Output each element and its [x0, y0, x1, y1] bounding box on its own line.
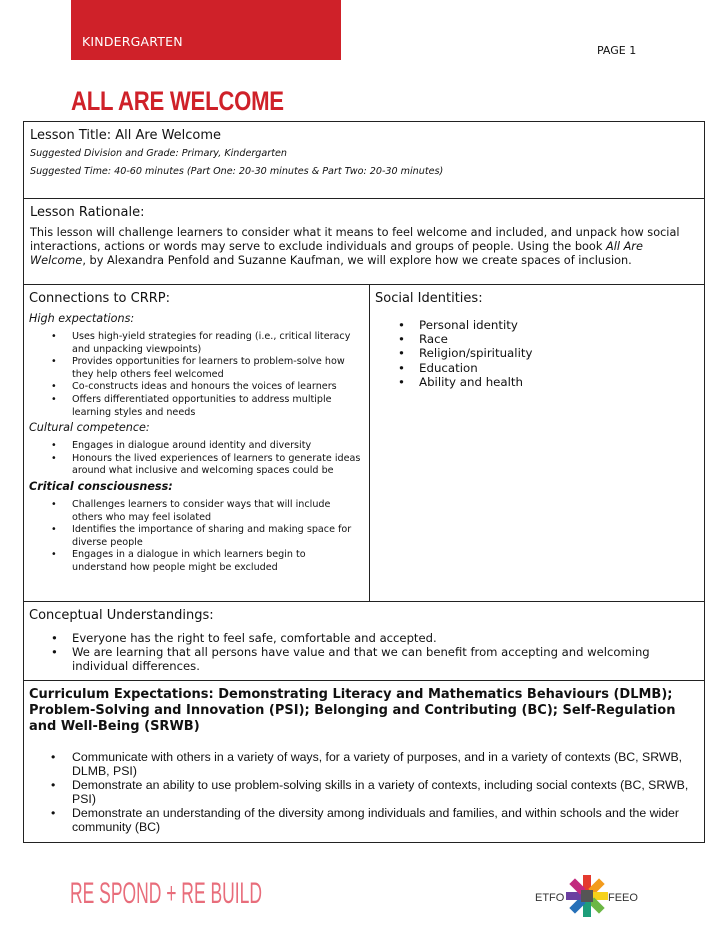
list-item: • Provides opportunities for learners to problem-solve how they help others feel welcomed	[72, 356, 363, 381]
list-item: • We are learning that all persons have value and that we can benefit from accepting and welcoming individual differences.	[72, 645, 698, 673]
list-item: • Demonstrate an understanding of the diversity among individuals and families, and within schools and the wider community (BC)	[72, 806, 698, 834]
list-item: • Engages in a dialogue in which learners begin to understand how people might be excluded	[72, 549, 363, 574]
list-item: • Religion/spirituality	[419, 346, 698, 360]
crrp-column	[24, 285, 369, 575]
list-item: • Challenges learners to consider ways that will include others who may feel isolated	[72, 499, 363, 524]
suggested-time: Suggested Time: 40-60 minutes (Part One: 20-30 minutes & Part Two: 20-30 minutes)	[30, 166, 444, 177]
conceptual-heading: Conceptual Understandings:	[29, 608, 214, 623]
lesson-table	[23, 121, 705, 843]
crrp-group-label: Cultural competence:	[29, 421, 150, 435]
list-item: • Race	[419, 332, 698, 346]
rationale-section	[24, 199, 704, 285]
respond-rebuild-logo-text: RE SPOND + RE BUILD	[70, 877, 262, 910]
identities-column	[370, 285, 704, 389]
crrp-group-label: High expectations:	[29, 312, 135, 325]
rationale-text: This lesson will challenge learners to consider what it means to feel welcome and included, and unpack how social interactions, actions or words may serve to exclude individuals and groups of people. Using the book All Are Welcome, by Alexandra Penfold and Suzanne Kaufman, we will explore how we create spaces of inclusion.	[30, 226, 680, 268]
crrp-list-cultural-competence	[29, 440, 363, 478]
identities-list	[375, 318, 698, 389]
conceptual-list	[29, 631, 698, 674]
list-item: • Honours the lived experiences of learners to generate ideas around what inclusive and welcoming spaces could be	[72, 453, 363, 478]
rationale-heading: Lesson Rationale:	[30, 205, 145, 220]
division-grade: Suggested Division and Grade: Primary, Kindergarten	[30, 148, 287, 159]
crrp-heading: Connections to CRRP:	[29, 291, 171, 306]
crrp-identities-section	[24, 285, 704, 602]
curriculum-list	[29, 750, 698, 834]
identities-heading: Social Identities:	[375, 291, 483, 306]
crrp-list-critical-consciousness	[29, 499, 363, 575]
curriculum-heading: Curriculum Expectations: Demonstrating Literacy and Mathematics Behaviours (DLMB); Problem-Solving and Innovation (PSI); Belonging and Contributing (BC); Self-Regulation and Well-Being (SRWB)	[29, 687, 676, 734]
list-item: • Education	[419, 361, 698, 375]
list-item: • Uses high-yield strategies for reading (i.e., critical literacy and unpacking viewpoints)	[72, 331, 363, 356]
page-number: PAGE 1	[597, 44, 637, 57]
curriculum-section	[24, 681, 704, 842]
lesson-title-section	[24, 122, 704, 199]
respond-rebuild-logo-graphic	[70, 873, 270, 913]
crrp-group-label: Critical consciousness:	[29, 479, 173, 493]
list-item: • Demonstrate an ability to use problem-solving skills in a variety of contexts, including social contexts (BC, SRWB, PSI)	[72, 778, 698, 806]
list-item: • Personal identity	[419, 318, 698, 332]
list-item: • Co-constructs ideas and honours the voices of learners	[72, 381, 363, 394]
list-item: • Identifies the importance of sharing and making space for diverse people	[72, 524, 363, 549]
respond-rebuild-logo	[70, 873, 270, 917]
list-item: • Offers differentiated opportunities to address multiple learning styles and needs	[72, 394, 363, 419]
crrp-list-high-expectations	[29, 331, 363, 419]
list-item: • Engages in dialogue around identity and diversity	[72, 440, 363, 453]
list-item: • Communicate with others in a variety of ways, for a variety of purposes, and in a variety of contexts (BC, SRWB, DLMB, PSI)	[72, 750, 698, 778]
etfo-feeo-logo-graphic	[535, 870, 639, 922]
etfo-feeo-logo	[535, 870, 639, 926]
conceptual-section	[24, 602, 704, 681]
book-title: All Are Welcome	[30, 240, 643, 268]
list-item: • Everyone has the right to feel safe, comfortable and accepted.	[72, 631, 698, 645]
etfo-text: ETFO	[535, 892, 565, 904]
banner-label: KINDERGARTEN	[82, 34, 183, 49]
feeo-text: FEEO	[608, 892, 638, 904]
header-banner	[71, 0, 341, 60]
document-title: ALL ARE WELCOME	[71, 86, 284, 116]
lesson-title: Lesson Title: All Are Welcome	[30, 128, 222, 143]
column-divider	[369, 285, 370, 602]
list-item: • Ability and health	[419, 375, 698, 389]
